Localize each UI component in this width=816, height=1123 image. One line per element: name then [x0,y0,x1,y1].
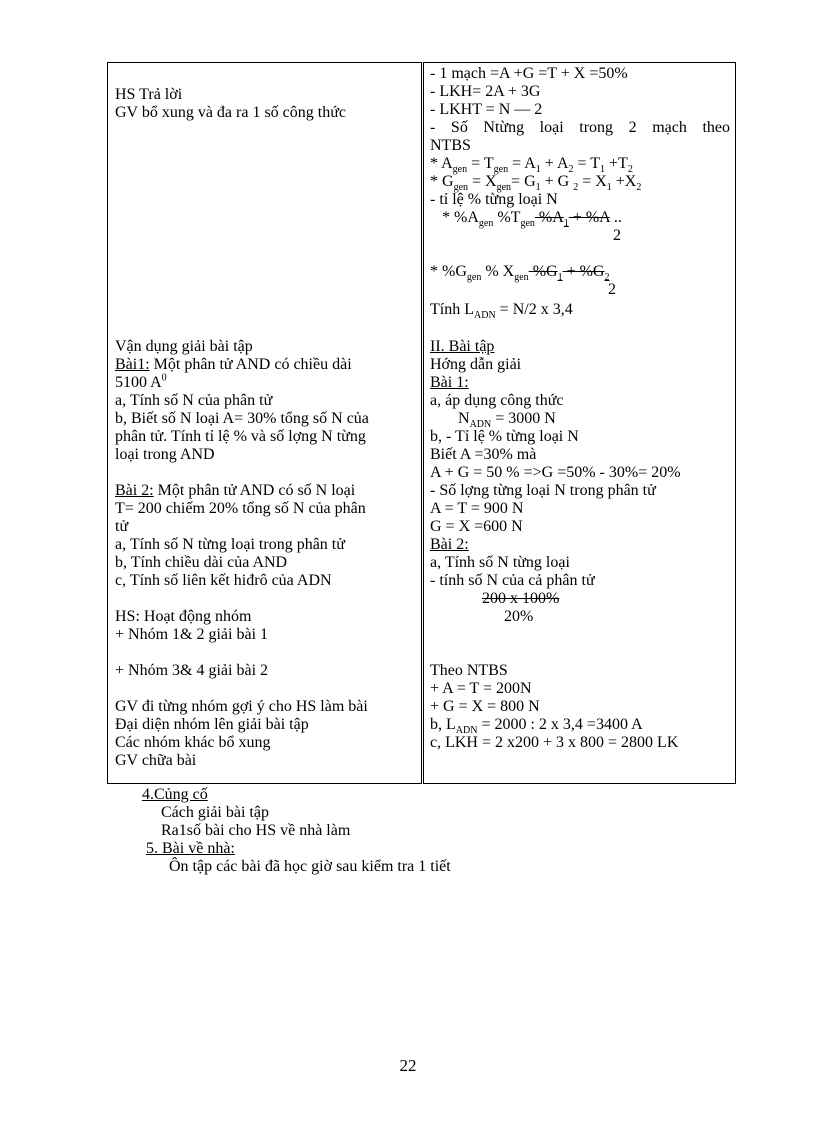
right-line: G = X =600 N [430,518,523,535]
consolidation-heading: 4.Củng cố [142,786,208,803]
formula-percent-g: * $\%G_{gen}$ % $X_{gen}$ $\%G_1 + \%G_2$ [430,263,610,284]
right-line: - tính số N của cả phân tử [430,572,595,589]
right-line: Biết A =30% mà [430,446,537,463]
fraction-denominator: 2 [608,281,616,298]
fraction-numerator: 200 x 100% [482,590,560,607]
right-line: - LKH= 2A + 3G [430,83,541,100]
exercise-1-statement: Bài1: Một phân tử AND có chiều dài [115,356,352,373]
left-line: 5100 $A^0$ [115,372,167,391]
left-line: tử [115,518,129,535]
lesson-table [107,62,736,784]
right-line: a, Tính số N từng loại [430,554,570,571]
after-line: Ra1số bài cho HS về nhà làm [161,822,351,839]
exercise-2-heading: Bài 2: [430,536,469,553]
right-line: b, - Tỉ lệ % từng loại N [430,428,579,445]
left-line: GV bổ xung và đa ra 1 số công thức [115,104,346,121]
right-line: - LKHT = N — 2 [430,101,543,118]
right-line: c, LKH = 2 x200 + 3 x 800 = 2800 LK [430,734,679,751]
left-line: Đại diện nhóm lên giải bài tập [115,716,309,733]
right-line: Theo NTBS [430,662,508,679]
teacher-student-activity-column [108,63,423,784]
left-line: b, Tính chiều dài của AND [115,554,288,571]
right-line: Hớng dẫn giải [430,356,522,373]
formula-g-gen: * $G_{gen} = X_{gen}= G_1 + G$ $_2 = X_1 +X_2$ [430,173,642,194]
exercise-2-statement: Bài 2: Một phân tử AND có số N loại [115,482,356,499]
left-line: Các nhóm khác bổ xung [115,734,271,751]
formula-a-gen: * $A_{gen} = T_{gen} = A_1 + A_2 = T_1 +T_2$ [430,155,633,176]
right-line: - tỉ lệ % từng loại N [430,191,558,208]
section-heading: II. Bài tập [430,338,495,355]
after-line: Ôn tập các bài đã học giờ sau kiểm tra 1 tiết [169,858,451,875]
left-line: T= 200 chiếm 20% tổng số N của phân [115,500,366,517]
left-line: a, Tính số N từng loại trong phân tử [115,536,345,553]
formula-percent-a: * $\%A_{gen}$ $\%T_{gen}$ $\%A_1 + \%A$ .. [442,209,622,230]
right-line: - 1 mạch =A +G =T + X =50% [430,65,628,82]
fraction-denominator: 20% [504,608,534,625]
formula-n-adn: $N_{ADN} = 3000$ N [458,410,556,431]
after-line: Cách giải bài tập [161,804,269,821]
left-line: GV chữa bài [115,752,197,769]
right-line: a, áp dụng công thức [430,392,564,409]
left-line: c, Tính số liên kết hiđrô của ADN [115,572,332,589]
left-line: HS Trả lời [115,86,183,103]
left-line: Vận dụng giải bài tập [115,338,253,355]
left-line: a, Tính số N của phân tử [115,392,273,409]
exercise-1-heading: Bài 1: [430,374,469,391]
content-column [423,63,736,784]
right-line: - Số Ntừng loại trong 2 mạch theo [430,119,730,136]
formula-length: Tính $L_{ADN} = N/2$ x 3,4 [430,301,573,322]
left-line: phân tử. Tính tỉ lệ % và số lợng N từng [115,428,366,445]
formula-length-result: b, $L_{ADN} = 2000$ : 2 x 3,4 =3400 A [430,716,643,737]
page-number: 22 [399,1056,417,1075]
left-line: b, Biết số N loại A= 30% tổng số N của [115,410,369,427]
homework-heading: 5. Bài về nhà: [146,840,235,857]
fraction-denominator: 2 [613,227,621,244]
left-line: HS: Hoạt động nhóm [115,608,252,625]
right-line: + A = T = 200N [430,680,532,697]
right-line: - Số lợng từng loại N trong phân tử [430,482,656,499]
left-line: GV đi từng nhóm gợi ý cho HS làm bài [115,698,368,715]
left-line: + Nhóm 1& 2 giải bài 1 [115,626,269,643]
right-line: A + G = 50 % =>G =50% - 30%= 20% [430,464,681,481]
right-line: A = T = 900 N [430,500,524,517]
left-line: loại trong AND [115,446,215,463]
left-line: + Nhóm 3& 4 giải bài 2 [115,662,269,679]
right-line: NTBS [430,137,471,154]
right-line: + G = X = 800 N [430,698,540,715]
